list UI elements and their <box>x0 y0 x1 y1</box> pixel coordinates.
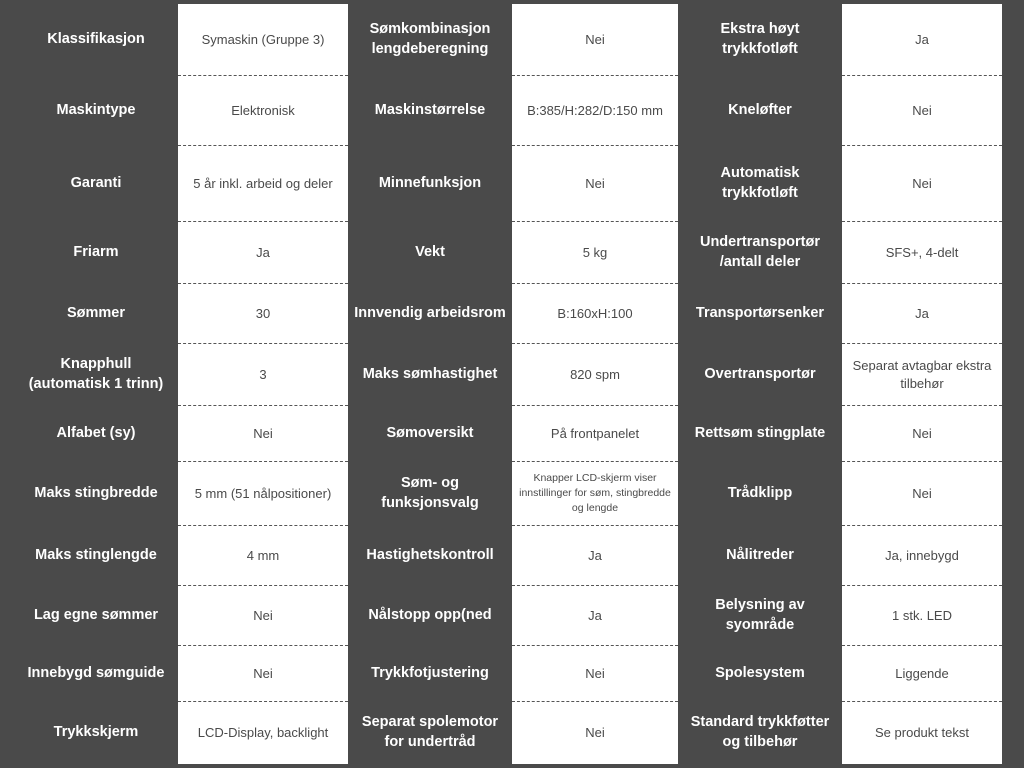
spec-label: Sømmer <box>66 305 126 322</box>
spec-value: Nei <box>842 146 1002 222</box>
spec-value: Nei <box>512 646 678 702</box>
spec-label: Spolesystem <box>715 665 805 682</box>
spec-table <box>14 4 1002 764</box>
spec-value: 3 <box>178 344 348 406</box>
spec-value: Ja <box>512 526 678 586</box>
spec-value: Ja, innebygd <box>842 526 1002 586</box>
spec-label: Vekt <box>415 244 445 261</box>
label-column-2 <box>348 4 512 764</box>
spec-value: Nei <box>842 462 1002 526</box>
spec-label: Maks sømhastighet <box>362 366 498 383</box>
spec-label: Knapphull (automatisk 1 trinn) <box>28 356 164 392</box>
spec-value: Nei <box>512 4 678 76</box>
spec-value: Ja <box>512 586 678 646</box>
spec-value: Nei <box>178 586 348 646</box>
value-column-1 <box>178 4 348 764</box>
spec-label: Kneløfter <box>728 102 792 119</box>
spec-label: Nålitreder <box>726 547 794 564</box>
spec-value: Nei <box>585 725 605 741</box>
spec-value: Nei <box>842 76 1002 146</box>
spec-label: Transportørsenker <box>695 305 825 322</box>
spec-label: Trykkfotjustering <box>371 665 489 682</box>
spec-value: B:160xH:100 <box>512 284 678 344</box>
spec-label: Trykkskjerm <box>53 724 139 741</box>
spec-value: Knapper LCD-skjerm viser innstillinger for søm, stingbredde og lengde <box>512 462 678 526</box>
spec-value: 5 mm (51 nålpositioner) <box>178 462 348 526</box>
value-column-2 <box>512 4 678 764</box>
spec-label: Trådklipp <box>727 485 793 502</box>
spec-label: Minnefunksjon <box>378 175 482 192</box>
spec-value: Nei <box>178 406 348 462</box>
label-column-1 <box>14 4 178 764</box>
spec-value: Nei <box>178 646 348 702</box>
spec-label: Innebygd sømguide <box>27 665 165 682</box>
spec-value: Separat avtagbar ekstra tilbehør <box>842 344 1002 406</box>
spec-value: 5 år inkl. arbeid og deler <box>178 146 348 222</box>
spec-value: LCD-Display, backlight <box>197 725 329 741</box>
spec-label: Rettsøm stingplate <box>694 425 826 442</box>
spec-label: Undertransportør /antall deler <box>699 234 821 270</box>
spec-value: Ja <box>178 222 348 284</box>
spec-value: SFS+, 4-delt <box>842 222 1002 284</box>
spec-label: Klassifikasjon <box>47 31 145 48</box>
spec-label: Standard trykkføtter og tilbehør <box>690 714 830 750</box>
value-column-3 <box>842 4 1002 764</box>
spec-label: Separat spolemotor for undertråd <box>361 714 499 750</box>
spec-label: Ekstra høyt trykkfotløft <box>720 21 800 57</box>
spec-label: Maskinstørrelse <box>374 102 486 119</box>
spec-value: Ja <box>842 284 1002 344</box>
spec-value: 820 spm <box>512 344 678 406</box>
spec-value: 4 mm <box>178 526 348 586</box>
spec-label: Automatisk trykkfotløft <box>720 165 800 201</box>
spec-value: Nei <box>512 146 678 222</box>
spec-label: Garanti <box>70 175 122 192</box>
spec-label: Maks stinglengde <box>35 547 157 564</box>
spec-label: Alfabet (sy) <box>56 425 136 442</box>
spec-value: Se produkt tekst <box>875 725 969 741</box>
spec-value: 1 stk. LED <box>842 586 1002 646</box>
spec-value: B:385/H:282/D:150 mm <box>512 76 678 146</box>
spec-value: Symaskin (Gruppe 3) <box>178 4 348 76</box>
spec-label: Belysning av syområde <box>715 597 805 633</box>
spec-label: Søm- og funksjonsvalg <box>381 475 479 511</box>
spec-label: Maskintype <box>56 102 136 119</box>
spec-label: Maks stingbredde <box>34 485 158 502</box>
spec-value: Elektronisk <box>178 76 348 146</box>
spec-value: Liggende <box>842 646 1002 702</box>
spec-label: Hastighetskontroll <box>366 547 494 564</box>
spec-label: Innvendig arbeidsrom <box>354 305 506 322</box>
spec-label: Sømoversikt <box>386 425 474 442</box>
spec-label: Sømkombinasjon lengdeberegning <box>369 21 491 57</box>
spec-label: Nålstopp opp(ned <box>368 607 492 624</box>
spec-label: Lag egne sømmer <box>33 607 159 624</box>
spec-value: 30 <box>178 284 348 344</box>
spec-label: Overtransportør <box>704 366 816 383</box>
label-column-3 <box>678 4 842 764</box>
spec-value: På frontpanelet <box>512 406 678 462</box>
spec-value: 5 kg <box>512 222 678 284</box>
spec-label: Friarm <box>73 244 119 261</box>
spec-value: Nei <box>842 406 1002 462</box>
spec-value: Ja <box>842 4 1002 76</box>
